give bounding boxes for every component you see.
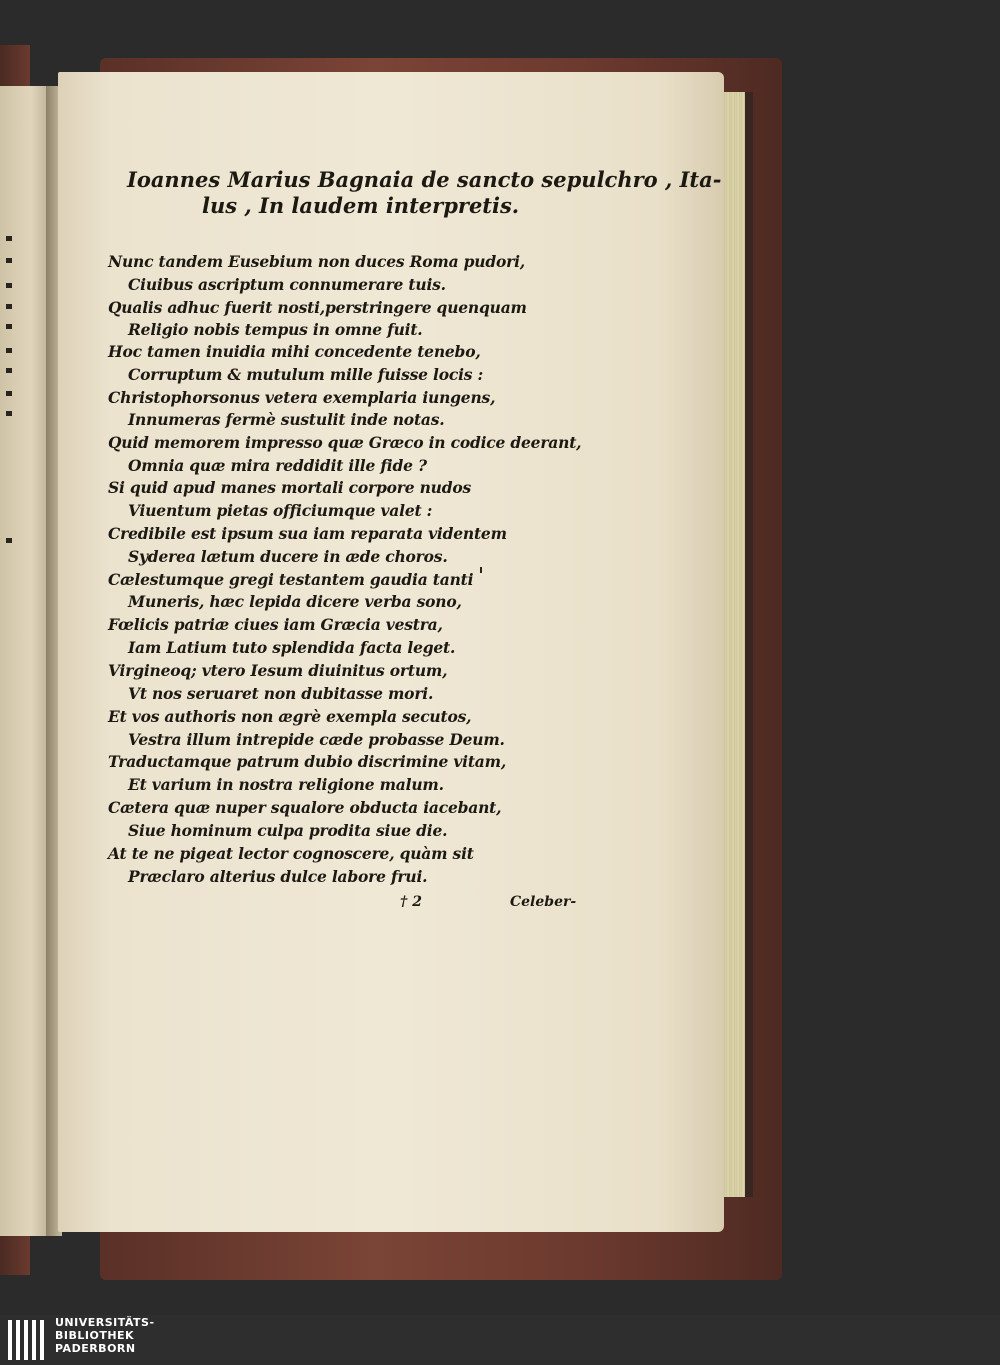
verse-line: Præclaro alterius dulce labore frui. — [128, 867, 428, 886]
logo-text-line-3: PADERBORN — [55, 1342, 136, 1355]
verse-line: Nunc tandem Eusebium non duces Roma pudori, — [108, 252, 525, 271]
verse-line: Vt nos seruaret non dubitasse mori. — [128, 684, 434, 703]
verse-line: Fœlicis patriæ ciues iam Græcia vestra, — [108, 615, 443, 634]
left-page-ink-mark — [6, 538, 12, 543]
poem-heading-line-2: lus , In laudem interpretis. — [202, 193, 520, 218]
left-page-ink-mark — [6, 391, 12, 396]
verse-line: Si quid apud manes mortali corpore nudos — [108, 478, 472, 497]
left-page-ink-mark — [6, 411, 12, 416]
left-page-ink-mark — [6, 368, 12, 373]
left-page-ink-mark — [6, 324, 12, 329]
verse-line: Traductamque patrum dubio discrimine vitam, — [108, 752, 507, 771]
left-page-ink-mark — [6, 348, 12, 353]
signature-mark: † 2 — [400, 894, 422, 910]
verse-line: Corruptum & mutulum mille fuisse locis : — [128, 365, 484, 384]
catchword: Celeber- — [510, 894, 577, 910]
left-page — [0, 86, 52, 1236]
left-page-ink-mark — [6, 258, 12, 263]
cover-inner-edge — [745, 92, 753, 1197]
verse-line: Christophorsonus vetera exemplaria iungens, — [108, 388, 496, 407]
verse-line: Vestra illum intrepide cæde probasse Deum. — [128, 730, 505, 749]
verse-line: Cætera quæ nuper squalore obducta iacebant, — [108, 798, 502, 817]
ink-speck — [480, 567, 482, 573]
logo-text-line-2: BIBLIOTHEK — [55, 1329, 135, 1342]
verse-line: Viuentum pietas officiumque valet : — [128, 501, 433, 520]
logo-text-line-1: UNIVERSITÄTS- — [55, 1316, 155, 1329]
verse-line: Virgineoq; vtero Iesum diuinitus ortum, — [108, 661, 448, 680]
verse-line: Qualis adhuc fuerit nosti,perstringere quenquam — [108, 298, 527, 317]
left-page-ink-mark — [6, 283, 12, 288]
verse-line: Syderea lætum ducere in æde choros. — [128, 547, 448, 566]
verse-line: At te ne pigeat lector cognoscere, quàm sit — [108, 844, 474, 863]
verse-line: Muneris, hæc lepida dicere verba sono, — [128, 592, 462, 611]
verse-line: Cælestumque gregi testantem gaudia tanti — [108, 570, 474, 589]
left-page-ink-mark — [6, 236, 12, 241]
verse-line: Credibile est ipsum sua iam reparata videntem — [108, 524, 507, 543]
verse-line: Hoc tamen inuidia mihi concedente tenebo, — [108, 342, 481, 361]
verse-line: Ciuibus ascriptum connumerare tuis. — [128, 275, 446, 294]
verse-line: Et vos authoris non ægrè exempla secutos, — [108, 707, 472, 726]
verse-line: Siue hominum culpa prodita siue die. — [128, 821, 448, 840]
verse-line: Et varium in nostra religione malum. — [128, 775, 444, 794]
library-logo-icon — [8, 1320, 50, 1360]
verse-line: Quid memorem impresso quæ Græco in codice deerant, — [108, 433, 582, 452]
verse-line: Innumeras fermè sustulit inde notas. — [128, 410, 445, 429]
left-page-ink-mark — [6, 304, 12, 309]
verse-line: Omnia quæ mira reddidit ille fide ? — [128, 456, 427, 475]
poem-heading-line-1: Ioannes Marius Bagnaia de sancto sepulchro , Ita- — [127, 167, 722, 192]
verse-line: Religio nobis tempus in omne fuit. — [128, 320, 423, 339]
verse-line: Iam Latium tuto splendida facta leget. — [128, 638, 456, 657]
